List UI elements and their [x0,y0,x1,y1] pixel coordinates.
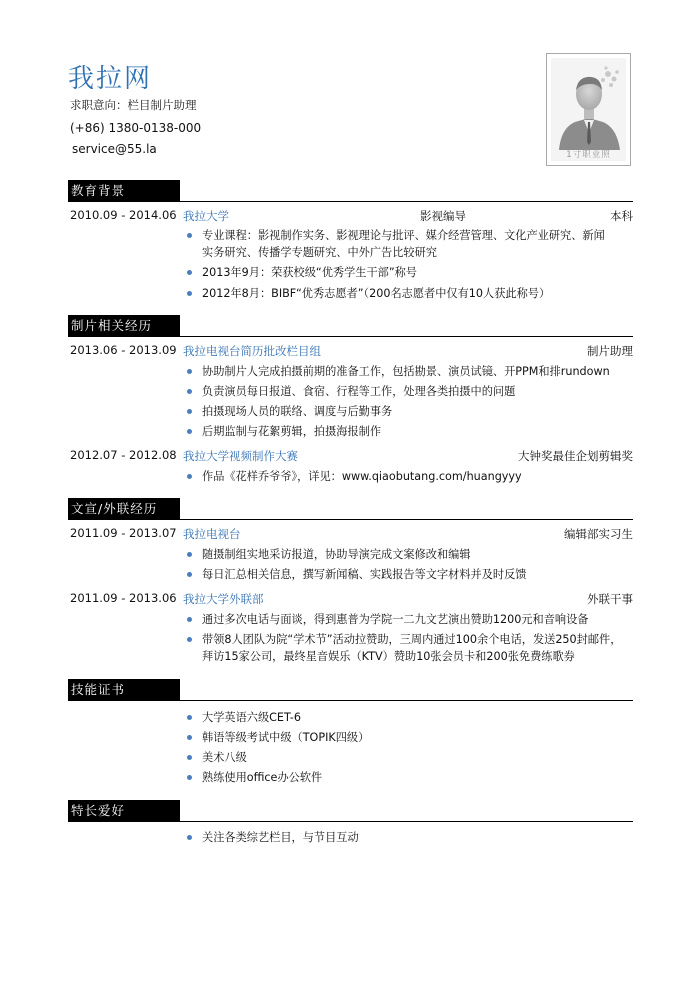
bullet-dot-icon [187,409,192,414]
organization: 我拉大学视频制作大赛 [183,449,298,463]
bullet-dot-icon [187,835,192,840]
role: 外联干事 [587,592,633,606]
section-publicity [68,498,633,520]
degree: 本科 [610,209,633,223]
bullet-dot-icon [187,715,192,720]
section-divider [68,336,633,337]
section-production [68,315,633,337]
bullet-dot-icon [187,617,192,622]
photo-placeholder [546,53,631,166]
section-divider [68,201,633,202]
section-title: 制片相关经历 [68,315,180,337]
school-name: 我拉大学 [183,209,229,223]
job-intent-value: 栏目制片助理 [127,98,197,112]
section-divider [68,700,633,701]
date-range: 2011.09 - 2013.07 [70,526,177,540]
bullet-dot-icon [187,572,192,577]
candidate-name: 我拉网 [68,64,153,94]
bullet-dot-icon [187,474,192,479]
bullet-dot-icon [187,233,192,238]
bullet-dot-icon [187,369,192,374]
experience-row [70,526,633,544]
date-range: 2013.06 - 2013.09 [70,343,177,357]
bullet-dot-icon [187,389,192,394]
organization: 我拉电视台简历批改栏目组 [183,344,321,358]
section-divider [68,821,633,822]
phone-number: (+86) 1380-0138-000 [70,121,202,135]
major: 影视编导 [420,209,466,223]
section-title: 文宣/外联经历 [68,498,180,520]
date-range: 2011.09 - 2013.06 [70,591,177,605]
organization: 我拉电视台 [183,527,241,541]
experience-row [70,448,633,466]
role: 制片助理 [587,344,633,358]
section-skills [68,679,633,701]
role: 编辑部实习生 [564,527,633,541]
person-silhouette-icon [551,58,626,161]
experience-row [70,343,633,361]
role: 大钟奖最佳企划剪辑奖 [518,449,633,463]
bullet-dot-icon [187,775,192,780]
job-intent-label: 求职意向： [70,98,128,112]
avatar [551,58,626,161]
photo-caption: 1寸职业照 [566,150,611,160]
bullet-dot-icon [187,429,192,434]
education-row [70,208,633,226]
section-title: 技能证书 [68,679,180,701]
date-range: 2010.09 - 2014.06 [70,208,177,222]
email-address: service@55.la [72,142,157,156]
section-divider [68,519,633,520]
bullet-dot-icon [187,755,192,760]
bullet-dot-icon [187,735,192,740]
bullet-dot-icon [187,270,192,275]
bullet-dot-icon [187,637,192,642]
section-title: 教育背景 [68,180,180,202]
bullet-dot-icon [187,552,192,557]
section-education [68,180,633,202]
date-range: 2012.07 - 2012.08 [70,448,177,462]
experience-row [70,591,633,609]
section-hobbies [68,800,633,822]
job-intent [70,97,197,113]
section-title: 特长爱好 [68,800,180,822]
bullet-dot-icon [187,291,192,296]
organization: 我拉大学外联部 [183,592,264,606]
